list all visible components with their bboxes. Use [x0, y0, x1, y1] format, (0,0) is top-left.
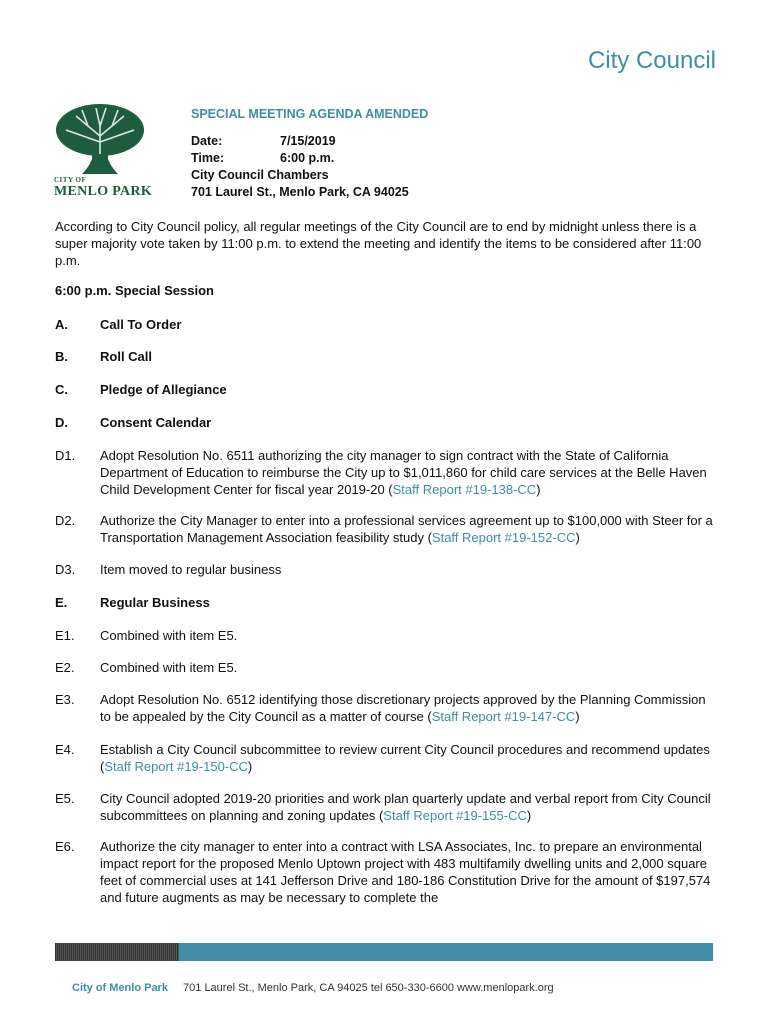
item-text: Roll Call — [100, 349, 153, 364]
item-text: Authorize the City Manager to enter into a professional services agreement up to $100,000 with Steer for a Transportation Management Association feasibility study (Staff Report #19-152-CC) — [100, 513, 713, 545]
page-footer — [72, 982, 554, 994]
agenda-item-a — [55, 316, 720, 333]
agenda-item-e6 — [55, 838, 720, 906]
intro-paragraph: According to City Council policy, all regular meetings of the City Council are to end by midnight unless there is a super majority vote taken by 11:00 p.m. to extend the meeting and identify the items to be considered after 11:00 p.m. — [55, 219, 702, 268]
session-heading: 6:00 p.m. Special Session — [55, 283, 214, 298]
time-row — [191, 150, 428, 167]
footer-address: 701 Laurel St., Menlo Park, CA 94025 — [183, 982, 368, 994]
item-code: D1. — [55, 448, 76, 463]
footer-divider-dark — [55, 943, 179, 961]
item-text: Adopt Resolution No. 6511 authorizing the city manager to sign contract with the State of California Department of Education to reimburse the City up to $1,011,860 for child care services at the Belle Haven Child Development Center for fiscal year 2019-20 (Staff Report #19-138-CC) — [100, 448, 707, 497]
item-code: E5. — [55, 791, 75, 806]
agenda-item-e4 — [55, 741, 720, 775]
footer-divider-teal — [179, 943, 713, 961]
agenda-header — [191, 107, 428, 201]
agenda-item-d3 — [55, 561, 720, 578]
item-code: D3. — [55, 562, 76, 577]
agenda-item-e — [55, 594, 720, 611]
logo-city-of: CITY OF — [54, 176, 87, 184]
footer-phone: tel 650-330-6600 — [370, 982, 454, 994]
item-text: Adopt Resolution No. 6512 identifying those discretionary projects approved by the Planning Commission to be appealed by the City Council as a matter of course (Staff Report #19-147-CC) — [100, 692, 706, 724]
agenda-item-d1 — [55, 447, 720, 498]
time-value: 6:00 p.m. — [280, 151, 335, 165]
agenda-title: SPECIAL MEETING AGENDA AMENDED — [191, 107, 429, 121]
date-value: 7/15/2019 — [280, 134, 336, 148]
item-text: Call To Order — [100, 317, 182, 332]
oak-tree-icon — [52, 102, 148, 176]
item-code: D2. — [55, 513, 76, 528]
item-code: B. — [55, 349, 68, 364]
logo-city-name: MENLO PARK — [54, 184, 153, 199]
footer-org: City of Menlo Park — [72, 982, 168, 994]
item-code: A. — [55, 317, 68, 332]
item-code: C. — [55, 382, 68, 397]
item-text: City Council adopted 2019-20 priorities and work plan quarterly update and verbal report from City Council subcommittees on planning and zoning updates (Staff Report #19-155-CC) — [100, 791, 711, 823]
staff-report-link[interactable]: Staff Report #19-155-CC — [383, 808, 527, 823]
agenda-item-e1 — [55, 627, 720, 644]
item-text: Combined with item E5. — [100, 660, 238, 675]
agenda-item-c — [55, 381, 720, 398]
meeting-location: City Council Chambers — [191, 168, 329, 182]
item-code: E2. — [55, 660, 75, 675]
item-code: E6. — [55, 839, 75, 854]
item-text: Regular Business — [100, 595, 210, 610]
item-code: E3. — [55, 692, 75, 707]
staff-report-link[interactable]: Staff Report #19-152-CC — [431, 530, 576, 545]
item-text: Combined with item E5. — [100, 628, 238, 643]
item-text: Pledge of Allegiance — [100, 382, 227, 397]
time-label: Time: — [191, 151, 225, 165]
footer-website[interactable]: www.menlopark.org — [457, 982, 554, 994]
item-code: E1. — [55, 628, 75, 643]
page-header-title: City Council — [587, 47, 716, 74]
item-text: Authorize the city manager to enter into a contract with LSA Associates, Inc. to prepare an environmental impact report for the proposed Menlo Uptown project with 483 multifamily dwelling units and 2,000 square feet of commercial uses at 141 Jefferson Drive and 180-186 Constitution Drive for the amount of $197,574 and future augments as may be necessary to complete the — [100, 839, 711, 905]
item-code: E. — [55, 595, 68, 610]
agenda-item-e5 — [55, 790, 720, 824]
item-code: D. — [55, 415, 68, 430]
staff-report-link[interactable]: Staff Report #19-138-CC — [392, 482, 537, 497]
date-label: Date: — [191, 134, 223, 148]
footer-divider — [55, 943, 713, 961]
date-row — [191, 133, 428, 150]
agenda-item-d — [55, 414, 720, 431]
item-text: Establish a City Council subcommittee to review current City Council procedures and recommend updates (Staff Report #19-150-CC) — [100, 742, 710, 774]
item-code: E4. — [55, 742, 75, 757]
agenda-item-d2 — [55, 512, 720, 546]
agenda-item-e2 — [55, 659, 720, 676]
staff-report-link[interactable]: Staff Report #19-150-CC — [104, 759, 248, 774]
item-text: Consent Calendar — [100, 415, 212, 430]
staff-report-link[interactable]: Staff Report #19-147-CC — [431, 709, 576, 724]
meeting-address: 701 Laurel St., Menlo Park, CA 94025 — [191, 185, 409, 199]
agenda-item-e3 — [55, 691, 720, 725]
item-text: Item moved to regular business — [100, 562, 282, 577]
agenda-item-b — [55, 348, 720, 365]
menlo-park-logo — [52, 102, 153, 200]
